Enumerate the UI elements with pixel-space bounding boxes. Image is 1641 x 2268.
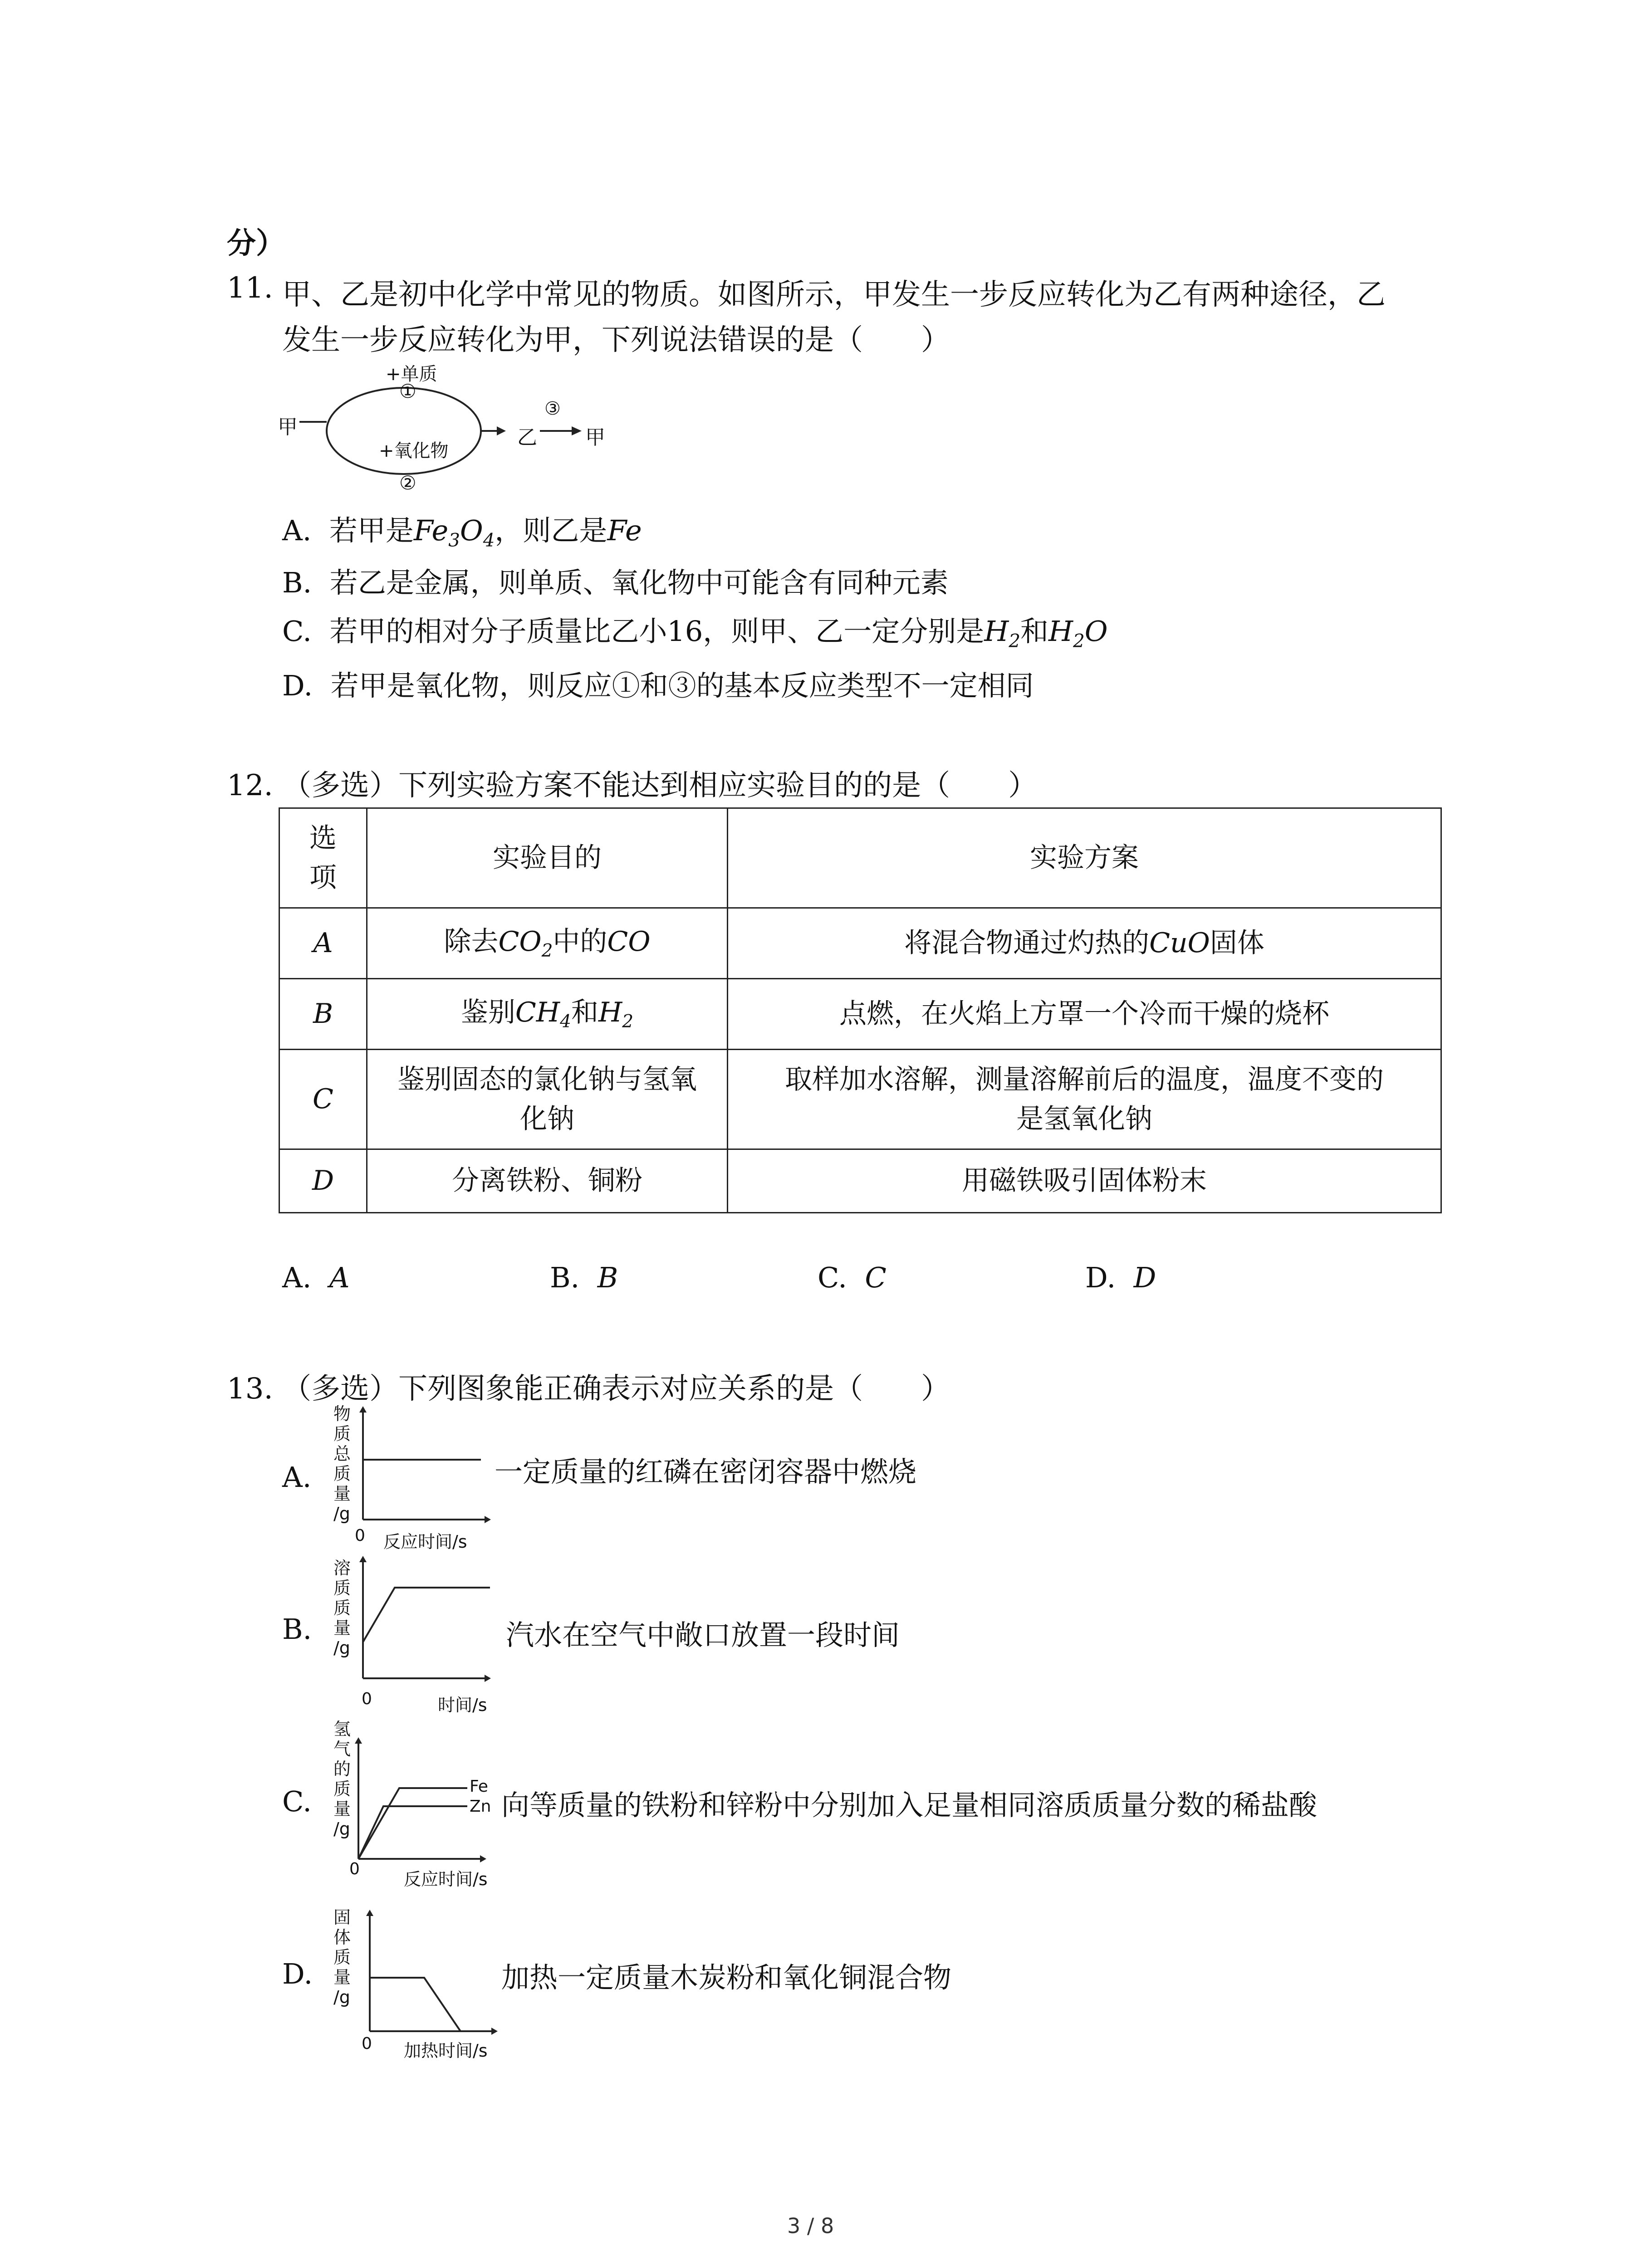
q11-text-line1: 甲、乙是初中化学中常见的物质。如图所示，甲发生一步反应转化为乙有两种途径，乙 <box>282 278 1386 312</box>
graph-c-ylabel: 氢 气 的 质 量 /g <box>333 1719 351 1839</box>
q12-answer-b: B. B <box>550 1261 618 1294</box>
table-header-row <box>279 808 1441 908</box>
graph-b <box>354 1556 499 1692</box>
row-c-plan: 取样加水溶解，测量溶解前后的温度，温度不变的 是氢氧化钠 <box>728 1050 1441 1149</box>
q12-answer-c: C. C <box>818 1261 887 1294</box>
graph-a-xlabel: 反应时间/s <box>383 1532 467 1552</box>
row-a-option: A <box>279 908 367 979</box>
q11-number: 11. <box>227 271 273 305</box>
graph-d-origin: 0 <box>362 2034 372 2053</box>
row-b-plan: 点燃，在火焰上方罩一个冷而干燥的烧杯 <box>728 979 1441 1050</box>
row-b-option: B <box>279 979 367 1050</box>
graph-c-fe-label: Fe <box>470 1777 488 1796</box>
header-plan: 实验方案 <box>728 808 1441 908</box>
graph-b-ylabel: 溶 质 质 量 /g <box>333 1558 351 1658</box>
table-row <box>279 1149 1441 1213</box>
graph-a-origin: 0 <box>355 1526 365 1545</box>
q11-option-c: C. 若甲的相对分子质量比乙小16，则甲、乙一定分别是$H_2$和$H_2O$ <box>282 615 1108 652</box>
q12-answer-a: A. A <box>282 1261 350 1294</box>
graph-d-xlabel: 加热时间/s <box>404 2041 488 2061</box>
q13-option-c-letter: C. <box>282 1785 312 1818</box>
experiment-table <box>279 807 1442 1213</box>
page-number: 3 / 8 <box>787 2214 834 2238</box>
graph-d-ylabel: 固 体 质 量 /g <box>333 1907 351 2007</box>
q11-option-b: B. 若乙是金属，则单质、氧化物中可能含有同种元素 <box>282 566 949 599</box>
q11-reaction-diagram <box>268 358 622 499</box>
q13-option-d-text: 加热一定质量木炭粉和氧化铜混合物 <box>501 1961 952 1994</box>
table-row <box>279 908 1441 979</box>
q13-option-b-letter: B. <box>282 1613 312 1646</box>
q13-option-a-letter: A. <box>282 1461 312 1494</box>
header-fragment: 分） <box>227 226 285 260</box>
graph-c-zn-line <box>358 1806 467 1859</box>
diagram-jia-label: 甲 <box>278 415 298 439</box>
graph-d-line <box>370 1978 460 2031</box>
q12-title: 12. （多选）下列实验方案不能达到相应实验目的的是（ ） <box>227 769 1038 802</box>
diagram-label-oxide: +氧化物 <box>379 440 449 461</box>
q13-option-a-text: 一定质量的红磷在密闭容器中燃烧 <box>495 1455 917 1488</box>
table-row <box>279 979 1441 1050</box>
header-purpose: 实验目的 <box>367 808 728 908</box>
row-b-purpose: 鉴别$CH_4$和$H_2$ <box>367 979 728 1050</box>
row-a-plan: 将混合物通过灼热的CuO固体 <box>728 908 1441 979</box>
q13-option-d-letter: D. <box>282 1957 313 1990</box>
graph-b-line <box>363 1588 490 1642</box>
q11-option-d: D. 若甲是氧化物，则反应①和③的基本反应类型不一定相同 <box>282 669 1034 702</box>
diagram-yi-label: 乙 <box>517 426 537 449</box>
graph-b-xlabel: 时间/s <box>438 1695 487 1715</box>
diagram-circle-1: ① <box>399 380 416 402</box>
diagram-circle-2: ② <box>399 472 416 494</box>
graph-a <box>354 1406 499 1542</box>
diagram-label-single-substance: +单质 <box>386 364 437 385</box>
row-c-option: C <box>279 1050 367 1149</box>
diagram-jia-end-label: 甲 <box>585 426 605 449</box>
q11-text-line2: 发生一步反应转化为甲，下列说法错误的是（ ） <box>282 323 950 357</box>
header-option: 选 项 <box>279 808 367 908</box>
graph-b-origin: 0 <box>362 1690 372 1708</box>
row-d-option: D <box>279 1149 367 1213</box>
graph-c-zn-label: Zn <box>470 1797 491 1816</box>
q11-option-a: A. 若甲是$Fe_3O_4$，则乙是Fe <box>282 514 642 551</box>
graph-a-ylabel: 物 质 总 质 量 /g <box>333 1404 351 1524</box>
graph-c-origin: 0 <box>349 1860 360 1878</box>
q12-answer-d: D. D <box>1085 1261 1156 1294</box>
row-c-purpose: 鉴别固态的氯化钠与氢氧 化钠 <box>367 1050 728 1149</box>
table-row <box>279 1050 1441 1149</box>
graph-d <box>361 1910 506 2046</box>
row-d-plan: 用磁铁吸引固体粉末 <box>728 1149 1441 1213</box>
q13-option-c-text: 向等质量的铁粉和锌粉中分别加入足量相同溶质质量分数的稀盐酸 <box>501 1789 1318 1822</box>
row-d-purpose: 分离铁粉、铜粉 <box>367 1149 728 1213</box>
row-a-purpose: 除去$CO_2$中的CO <box>367 908 728 979</box>
graph-c-xlabel: 反应时间/s <box>404 1869 488 1889</box>
diagram-circle-3: ③ <box>544 398 561 419</box>
q13-title: 13. （多选）下列图象能正确表示对应关系的是（ ） <box>227 1372 950 1406</box>
q13-option-b-text: 汽水在空气中敞口放置一段时间 <box>506 1618 900 1652</box>
